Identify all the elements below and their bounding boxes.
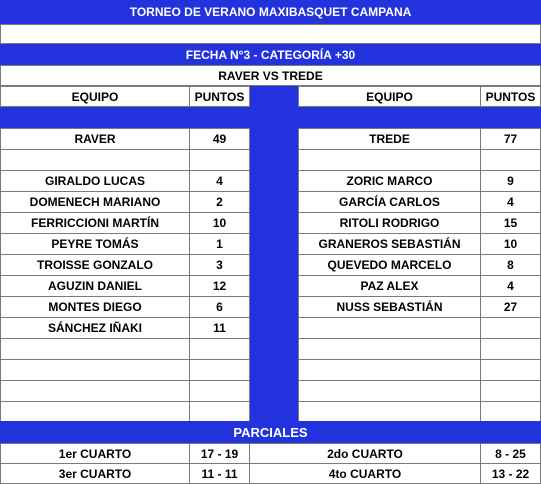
player-points: 4 [480, 275, 541, 297]
right-empty-points-cell [480, 380, 541, 402]
player-points: 1 [189, 233, 250, 255]
left-empty-name-cell [0, 401, 190, 423]
left-empty-name-cell [0, 338, 190, 360]
player-points: 10 [189, 212, 250, 234]
right-empty-name-cell [298, 317, 481, 339]
right-empty-points-cell [480, 338, 541, 360]
q3-label: 3er CUARTO [0, 463, 190, 484]
right-empty-points-cell [480, 149, 541, 171]
right-empty-points-cell [480, 401, 541, 423]
right-empty-name-cell [298, 380, 481, 402]
player-points: 4 [189, 170, 250, 192]
player-name: GIRALDO LUCAS [0, 170, 190, 192]
right-team-header: EQUIPO [298, 86, 481, 107]
right-empty-points-cell [480, 317, 541, 339]
spacer-row [0, 24, 541, 44]
right-empty-name-cell [298, 359, 481, 381]
player-name: PEYRE TOMÁS [0, 233, 190, 255]
right-empty-name-cell [298, 338, 481, 360]
q4-label: 4to CUARTO [249, 463, 481, 484]
player-name: FERRICCIONI MARTÍN [0, 212, 190, 234]
q4-score: 13 - 22 [480, 463, 541, 484]
player-name: TROISSE GONZALO [0, 254, 190, 276]
player-name: MONTES DIEGO [0, 296, 190, 318]
right-points-header: PUNTOS [480, 86, 541, 107]
player-name: GARCÍA CARLOS [298, 191, 481, 213]
right-empty-name-cell [298, 401, 481, 423]
player-name: AGUZIN DANIEL [0, 275, 190, 297]
left-points-header: PUNTOS [189, 86, 250, 107]
player-points: 12 [189, 275, 250, 297]
left-team-header: EQUIPO [0, 86, 190, 107]
player-name: ZORIC MARCO [298, 170, 481, 192]
right-empty-points-cell [480, 359, 541, 381]
player-points: 8 [480, 254, 541, 276]
player-name: NUSS SEBASTIÁN [298, 296, 481, 318]
right-team-name: TREDE [298, 128, 481, 150]
player-points: 11 [189, 317, 250, 339]
left-empty-points-cell [189, 401, 250, 423]
player-points: 9 [480, 170, 541, 192]
player-points: 4 [480, 191, 541, 213]
left-empty-points-cell [189, 149, 250, 171]
left-empty-name-cell [0, 149, 190, 171]
player-points: 15 [480, 212, 541, 234]
parciales-title: PARCIALES [0, 421, 541, 443]
left-empty-points-cell [189, 359, 250, 381]
player-name: QUEVEDO MARCELO [298, 254, 481, 276]
left-empty-points-cell [189, 338, 250, 360]
center-divider-band [250, 86, 298, 421]
round-category-title: FECHA N°3 - CATEGORÍA +30 [0, 44, 541, 65]
q2-label: 2do CUARTO [249, 443, 481, 464]
left-empty-name-cell [0, 359, 190, 381]
right-team-score: 77 [480, 128, 541, 150]
right-empty-name-cell [298, 149, 481, 171]
matchup-label: RAVER VS TREDE [0, 65, 541, 86]
q2-score: 8 - 25 [480, 443, 541, 464]
player-name: DOMENECH MARIANO [0, 191, 190, 213]
player-points: 3 [189, 254, 250, 276]
player-points: 10 [480, 233, 541, 255]
player-points: 6 [189, 296, 250, 318]
player-name: SÁNCHEZ IÑAKI [0, 317, 190, 339]
player-name: GRANEROS SEBASTIÁN [298, 233, 481, 255]
left-empty-points-cell [189, 380, 250, 402]
q1-score: 17 - 19 [189, 443, 250, 464]
player-points: 27 [480, 296, 541, 318]
q1-label: 1er CUARTO [0, 443, 190, 464]
player-points: 2 [189, 191, 250, 213]
left-team-name: RAVER [0, 128, 190, 150]
tournament-title: TORNEO DE VERANO MAXIBASQUET CAMPANA [0, 0, 541, 24]
left-team-score: 49 [189, 128, 250, 150]
player-name: RITOLI RODRIGO [298, 212, 481, 234]
left-empty-name-cell [0, 380, 190, 402]
q3-score: 11 - 11 [189, 463, 250, 484]
player-name: PAZ ALEX [298, 275, 481, 297]
